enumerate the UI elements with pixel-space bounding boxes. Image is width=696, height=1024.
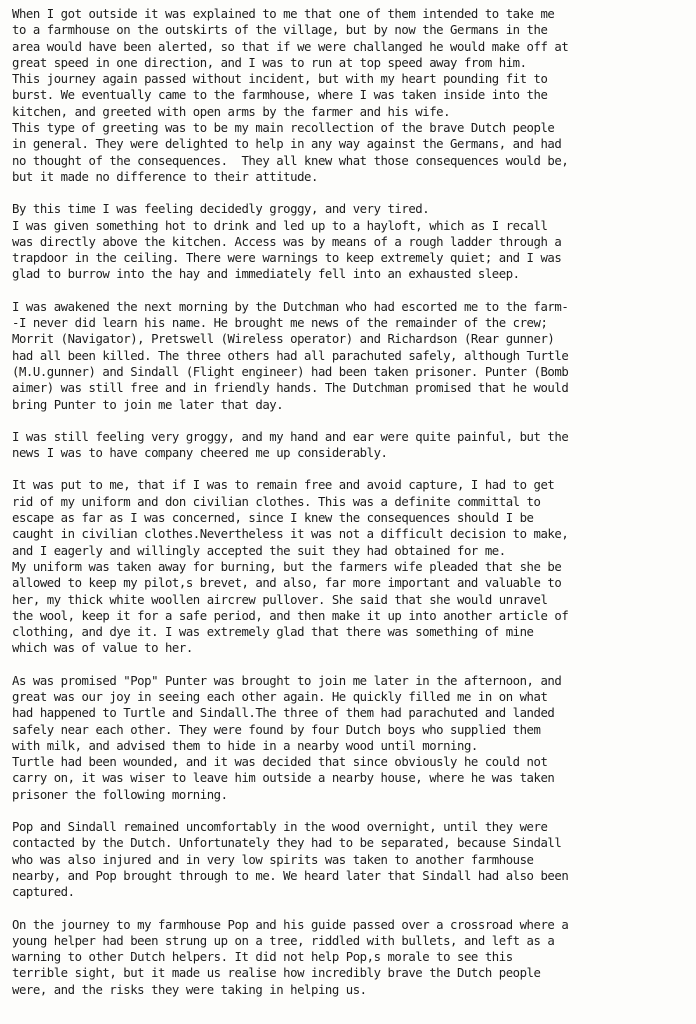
paragraph-gap — [12, 901, 688, 917]
paragraph-gap — [12, 803, 688, 819]
paragraph-sindall-captured: Pop and Sindall remained uncomfortably in the wood overnight, until they were contacted by the Dutch. Unfortunately they had to be separated, because Sindall who was also injured and in very low spirits was taken to another farmhouse nearby, and Pop brought through to me. We heard later that Sindall had also been captured. — [12, 820, 569, 900]
paragraph-gap — [12, 413, 688, 429]
paragraph-gap — [12, 283, 688, 299]
paragraph-feeling-groggy: I was still feeling very groggy, and my hand and ear were quite painful, but the news I was to have company cheered me up considerably. — [12, 429, 569, 461]
paragraph-gap — [12, 185, 688, 201]
paragraph-gap — [12, 461, 688, 477]
paragraph-civilian-clothes: It was put to me, that if I was to remain free and avoid capture, I had to get rid of my uniform and don civilian clothes. This was a definite committal to escape as far as I was concerned, since I knew the consequences should I be caught in civilian clothes.Nevertheless it was not a difficult decision to make, and I eagerly and willingly accepted the suit they had obtained for me. My uniform was taken away for burning, but the farmers wife pleaded that she be allowed to keep my pilot,s brevet, and also, far more important and valuable to her, my thick white woollen aircrew pullover. She said that she would unravel the wool, keep it for a safe period, and then make it up into another article of clothing, and dye it. I was extremely glad that there was something of mine which was of value to her. — [12, 478, 569, 656]
paragraph-hayloft: By this time I was feeling decidedly groggy, and very tired. I was given something hot to drink and led up to a hayloft, which as I recall was directly above the kitchen. Access was by means of a rough ladder through a trapdoor in the ceiling. There were warnings to keep extremely quiet; and I was glad to burrow into the hay and immediately fell into an exhausted sleep. — [12, 202, 562, 282]
paragraph-crew-news: I was awakened the next morning by the Dutchman who had escorted me to the farm- -I never did learn his name. He brought me news of the remainder of the crew; Morrit (Navigator), Pretswell (Wireless operator) and Richardson (Rear gunner) had all been killed. The three others had all parachuted safely, although Turtle (M.U.gunner) and Sindall (Flight engineer) had been taken prisoner. Punter (Bomb aimer) was still free and in friendly hands. The Dutchman promised that he would bring Punter to join me later that day. — [12, 299, 569, 412]
paragraph-escape-to-farmhouse: When I got outside it was explained to me that one of them intended to take me to a farmhouse on the outskirts of the village, but by now the Germans in the area would have been alerted, so that if we were challanged he would make off at great speed in one direction, and I was to run at top speed away from him. This journey again passed without incident, but with my heart pounding fit to burst. We eventually came to the farmhouse, where I was taken inside into the kitchen, and greeted with open arms by the farmer and his wife. This type of greeting was to be my main recollection of the brave Dutch people in general. They were delighted to help in any way against the Germans, and had no thought of the consequences. They all knew what those consequences would be, but it made no difference to their attitude. — [12, 7, 569, 184]
paragraph-crossroad: On the journey to my farmhouse Pop and his guide passed over a crossroad where a young helper had been strung up on a tree, riddled with bullets, and left as a warning to other Dutch helpers. It did not help Pop,s morale to see this terrible sight, but it made us realise how incredibly brave the Dutch people were, and the risks they were taking in helping us. — [12, 917, 569, 997]
paragraph-gap — [12, 657, 688, 673]
paragraph-pop-punter-arrives: As was promised "Pop" Punter was brought to join me later in the afternoon, and great was our joy in seeing each other again. He quickly filled me in on what had happened to Turtle and Sindall.The three of them had parachuted and landed safely near each other. They were found by four Dutch boys who supplied them with milk, and advised them to hide in a nearby wood until morning. Turtle had been wounded, and it was decided that since obviously he could not carry on, it was wiser to leave him outside a nearby house, where he was taken prisoner the following morning. — [12, 673, 562, 802]
